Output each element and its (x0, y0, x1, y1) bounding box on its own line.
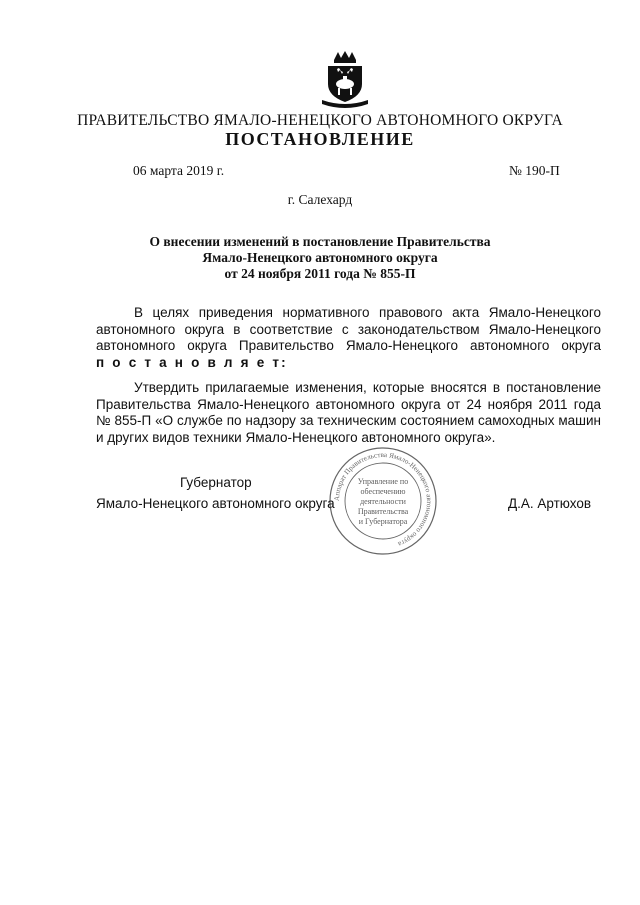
paragraph-preamble (96, 305, 601, 371)
signatory-name: Д.А. Артюхов (508, 496, 592, 511)
document-type: ПОСТАНОВЛЕНИЕ (225, 129, 415, 149)
official-stamp (328, 446, 438, 556)
signatory-title: Губернатор (180, 475, 252, 490)
signatory-region: Ямало-Ненецкого автономного округа (96, 496, 335, 511)
paragraph-line: Правительства Ямало-Ненецкого автономного округа от 24 ноября 2011 года (96, 396, 601, 412)
coat-of-arms-icon (320, 50, 370, 108)
subject-line: О внесении изменений в постановление Правительства (149, 234, 491, 249)
subject-line: Ямало-Ненецкого автономного округа (202, 250, 438, 265)
stamp-line: обеспечению (360, 487, 406, 496)
stamp-line: и Губернатора (358, 517, 408, 526)
document-date: 06 марта 2019 г. (133, 163, 225, 178)
paragraph-line: автономного округа в соответствие с законодательством Ямало-Ненецкого (96, 321, 601, 337)
government-title: ПРАВИТЕЛЬСТВО ЯМАЛО-НЕНЕЦКОГО АВТОНОМНОГО ОКРУГА (77, 112, 563, 129)
paragraph-line: № 855-П «О службе по надзору за техническим состоянием самоходных машин (96, 413, 601, 428)
paragraph-resolution (96, 380, 601, 446)
subject-line: от 24 ноября 2011 года № 855-П (224, 266, 416, 281)
paragraph-line: Утвердить прилагаемые изменения, которые вносятся в постановление (134, 380, 601, 395)
stamp-line: деятельности (360, 497, 406, 506)
paragraph-line: В целях приведения нормативного правового акта Ямало-Ненецкого (134, 305, 601, 320)
stamp-ring-text: Аппарат Правительства Ямало-Ненецкого автономного округа (332, 450, 434, 549)
paragraph-line: и других видов техники Ямало-Ненецкого автономного округа». (96, 429, 496, 445)
document-place: г. Салехард (287, 192, 353, 207)
document-number: № 190-П (509, 163, 560, 178)
resolves-keyword: п о с т а н о в л я е т: (96, 354, 288, 370)
document-subject (0, 234, 640, 282)
paragraph-line: автономного округа Правительство Ямало-Ненецкого автономного округа (96, 338, 601, 353)
stamp-line: Управление по (357, 477, 409, 486)
stamp-line: Правительства (357, 507, 409, 516)
